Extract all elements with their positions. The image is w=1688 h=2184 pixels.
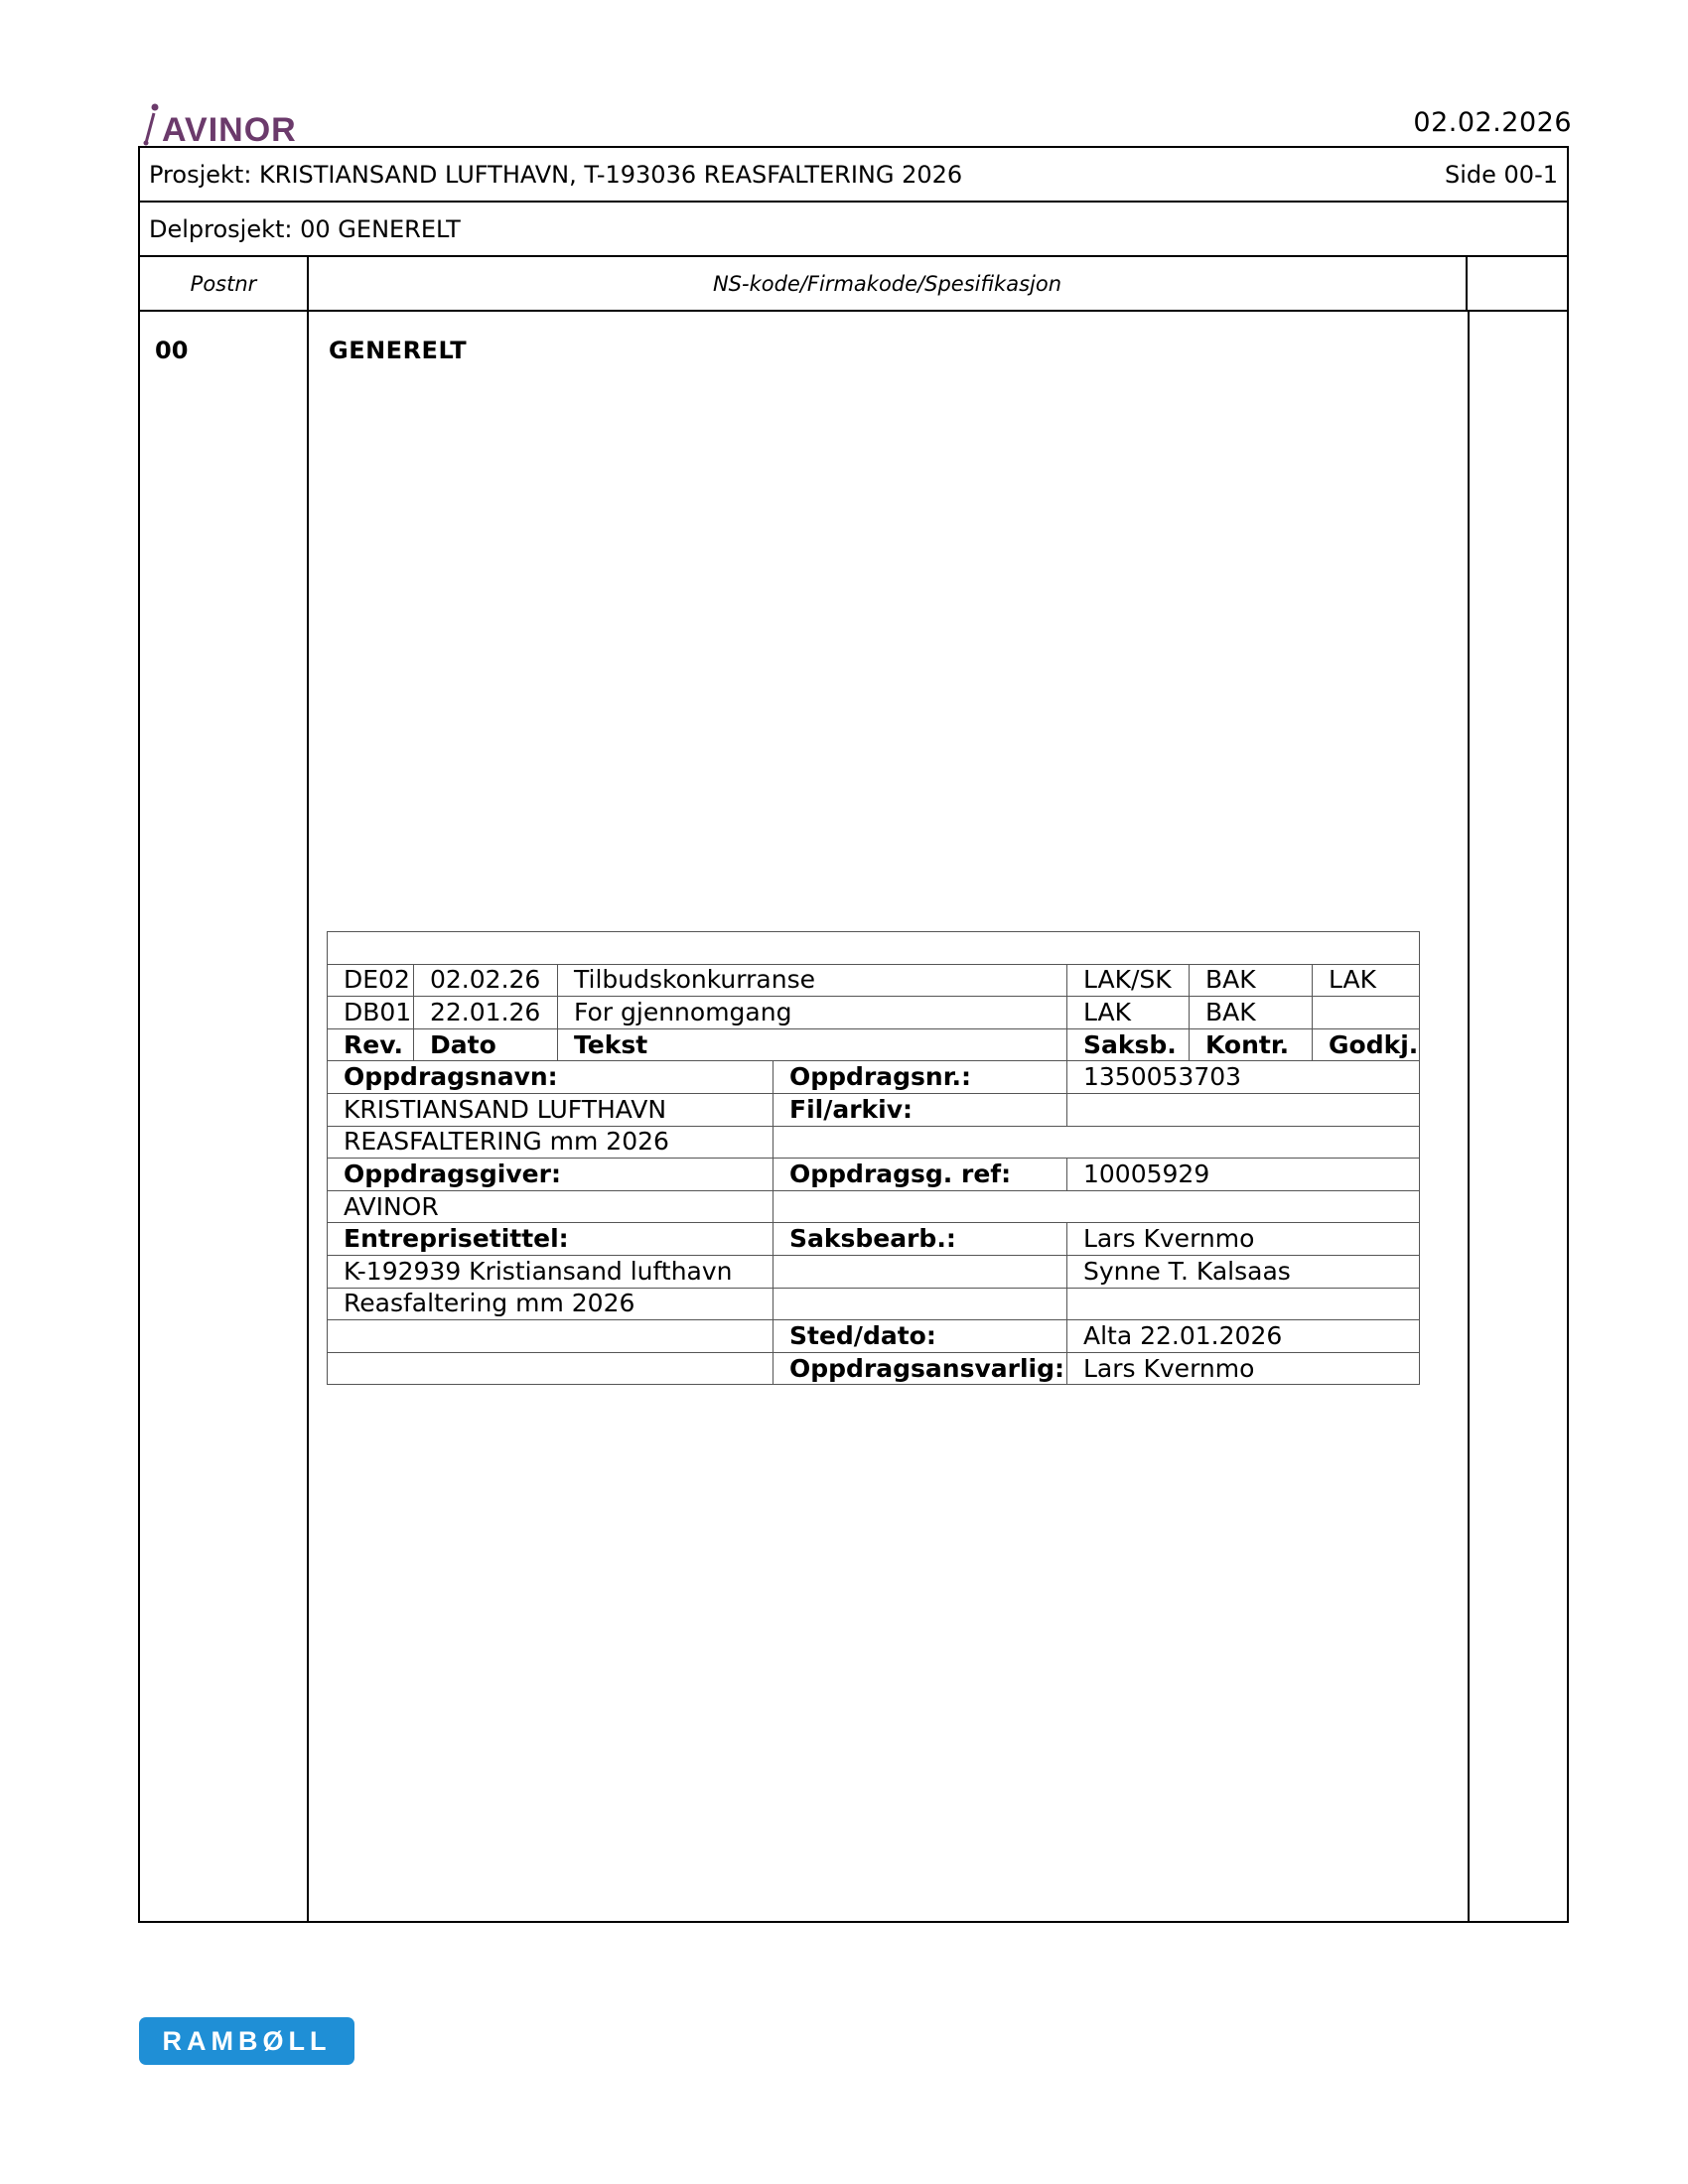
oppdragsnavn-line1: KRISTIANSAND LUFTHAVN [328, 1093, 774, 1126]
revision-saksb: LAK/SK [1067, 964, 1190, 997]
revision-kontr: BAK [1190, 997, 1313, 1029]
revision-date: 22.01.26 [414, 997, 558, 1029]
entreprisetittel-label: Entreprisetittel: [328, 1223, 774, 1256]
spec-header: NS-kode/Firmakode/Spesifikasjon [309, 257, 1468, 310]
revision-kontr: BAK [1190, 964, 1313, 997]
revision-header-row [328, 1028, 1420, 1061]
revision-text: For gjennomgang [558, 997, 1067, 1029]
saksbearb-value-1: Lars Kvernmo [1067, 1223, 1420, 1256]
title-block-row [328, 1288, 1420, 1320]
title-block-blank-row [328, 932, 1420, 965]
saksbearb-label: Saksbearb.: [774, 1223, 1067, 1256]
fil-arkiv-label: Fil/arkiv: [774, 1093, 1067, 1126]
amount-header [1468, 257, 1567, 310]
godkj-header: Godkj. [1313, 1028, 1420, 1061]
title-block-row [328, 1320, 1420, 1353]
revision-row [328, 964, 1420, 997]
revision-code: DB01 [328, 997, 414, 1029]
entreprisetittel-line1: K-192939 Kristiansand lufthavn [328, 1255, 774, 1288]
subproject-row [140, 203, 1567, 257]
title-block-row [328, 1223, 1420, 1256]
revision-godkj [1313, 997, 1420, 1029]
oppdragsnr-value: 1350053703 [1067, 1061, 1420, 1094]
title-block-row [328, 1159, 1420, 1191]
oppdragsg-ref-value: 10005929 [1067, 1159, 1420, 1191]
section-title: GENERELT [329, 337, 468, 364]
saksbearb-value-2: Synne T. Kalsaas [1067, 1255, 1420, 1288]
fil-arkiv-value [1067, 1093, 1420, 1126]
column-divider-last [1468, 312, 1470, 1921]
revision-date: 02.02.26 [414, 964, 558, 997]
postnr-header: Postnr [140, 257, 309, 310]
sted-dato-label: Sted/dato: [774, 1320, 1067, 1353]
oppdragsnavn-label: Oppdragsnavn: [328, 1061, 774, 1094]
title-block-row [328, 1255, 1420, 1288]
title-block-row [328, 1061, 1420, 1094]
ramboll-logo-text: RAMBØLL [162, 2025, 332, 2056]
column-divider-postnr [307, 312, 309, 1921]
revision-text: Tilbudskonkurranse [558, 964, 1067, 997]
page-number: Side 00-1 [1445, 160, 1558, 189]
oppdragsnr-label: Oppdragsnr.: [774, 1061, 1067, 1094]
text-header: Tekst [558, 1028, 1067, 1061]
subproject-label: Delprosjekt: 00 GENERELT [149, 214, 461, 243]
oppdragsnavn-line2: REASFALTERING mm 2026 [328, 1126, 774, 1159]
avinor-logo [142, 99, 297, 147]
revision-saksb: LAK [1067, 997, 1190, 1029]
date-header: Dato [414, 1028, 558, 1061]
project-label: Prosjekt: KRISTIANSAND LUFTHAVN, T-193036 REASFALTERING 2026 [149, 160, 963, 189]
sted-dato-value: Alta 22.01.2026 [1067, 1320, 1420, 1353]
title-block-table [327, 931, 1420, 1385]
column-header-row [140, 257, 1567, 312]
avinor-logo-text: AVINOR [162, 111, 297, 149]
saksb-header: Saksb. [1067, 1028, 1190, 1061]
entreprisetittel-line2: Reasfaltering mm 2026 [328, 1288, 774, 1320]
title-block-row [328, 1093, 1420, 1126]
document-date: 02.02.2026 [1413, 107, 1572, 138]
oppdragsansvarlig-value: Lars Kvernmo [1067, 1352, 1420, 1385]
oppdragsg-ref-label: Oppdragsg. ref: [774, 1159, 1067, 1191]
rev-header: Rev. [328, 1028, 414, 1061]
revision-row [328, 997, 1420, 1029]
kontr-header: Kontr. [1190, 1028, 1313, 1061]
title-block-row [328, 1190, 1420, 1223]
title-block-row [328, 1352, 1420, 1385]
oppdragsgiver-label: Oppdragsgiver: [328, 1159, 774, 1191]
oppdragsgiver-value: AVINOR [328, 1190, 774, 1223]
section-code: 00 [155, 337, 189, 364]
revision-code: DE02 [328, 964, 414, 997]
avinor-logo-mark-icon [142, 101, 160, 147]
project-row [140, 148, 1567, 203]
revision-godkj: LAK [1313, 964, 1420, 997]
ramboll-logo [139, 2017, 354, 2065]
oppdragsansvarlig-label: Oppdragsansvarlig: [774, 1352, 1067, 1385]
title-block-row [328, 1126, 1420, 1159]
